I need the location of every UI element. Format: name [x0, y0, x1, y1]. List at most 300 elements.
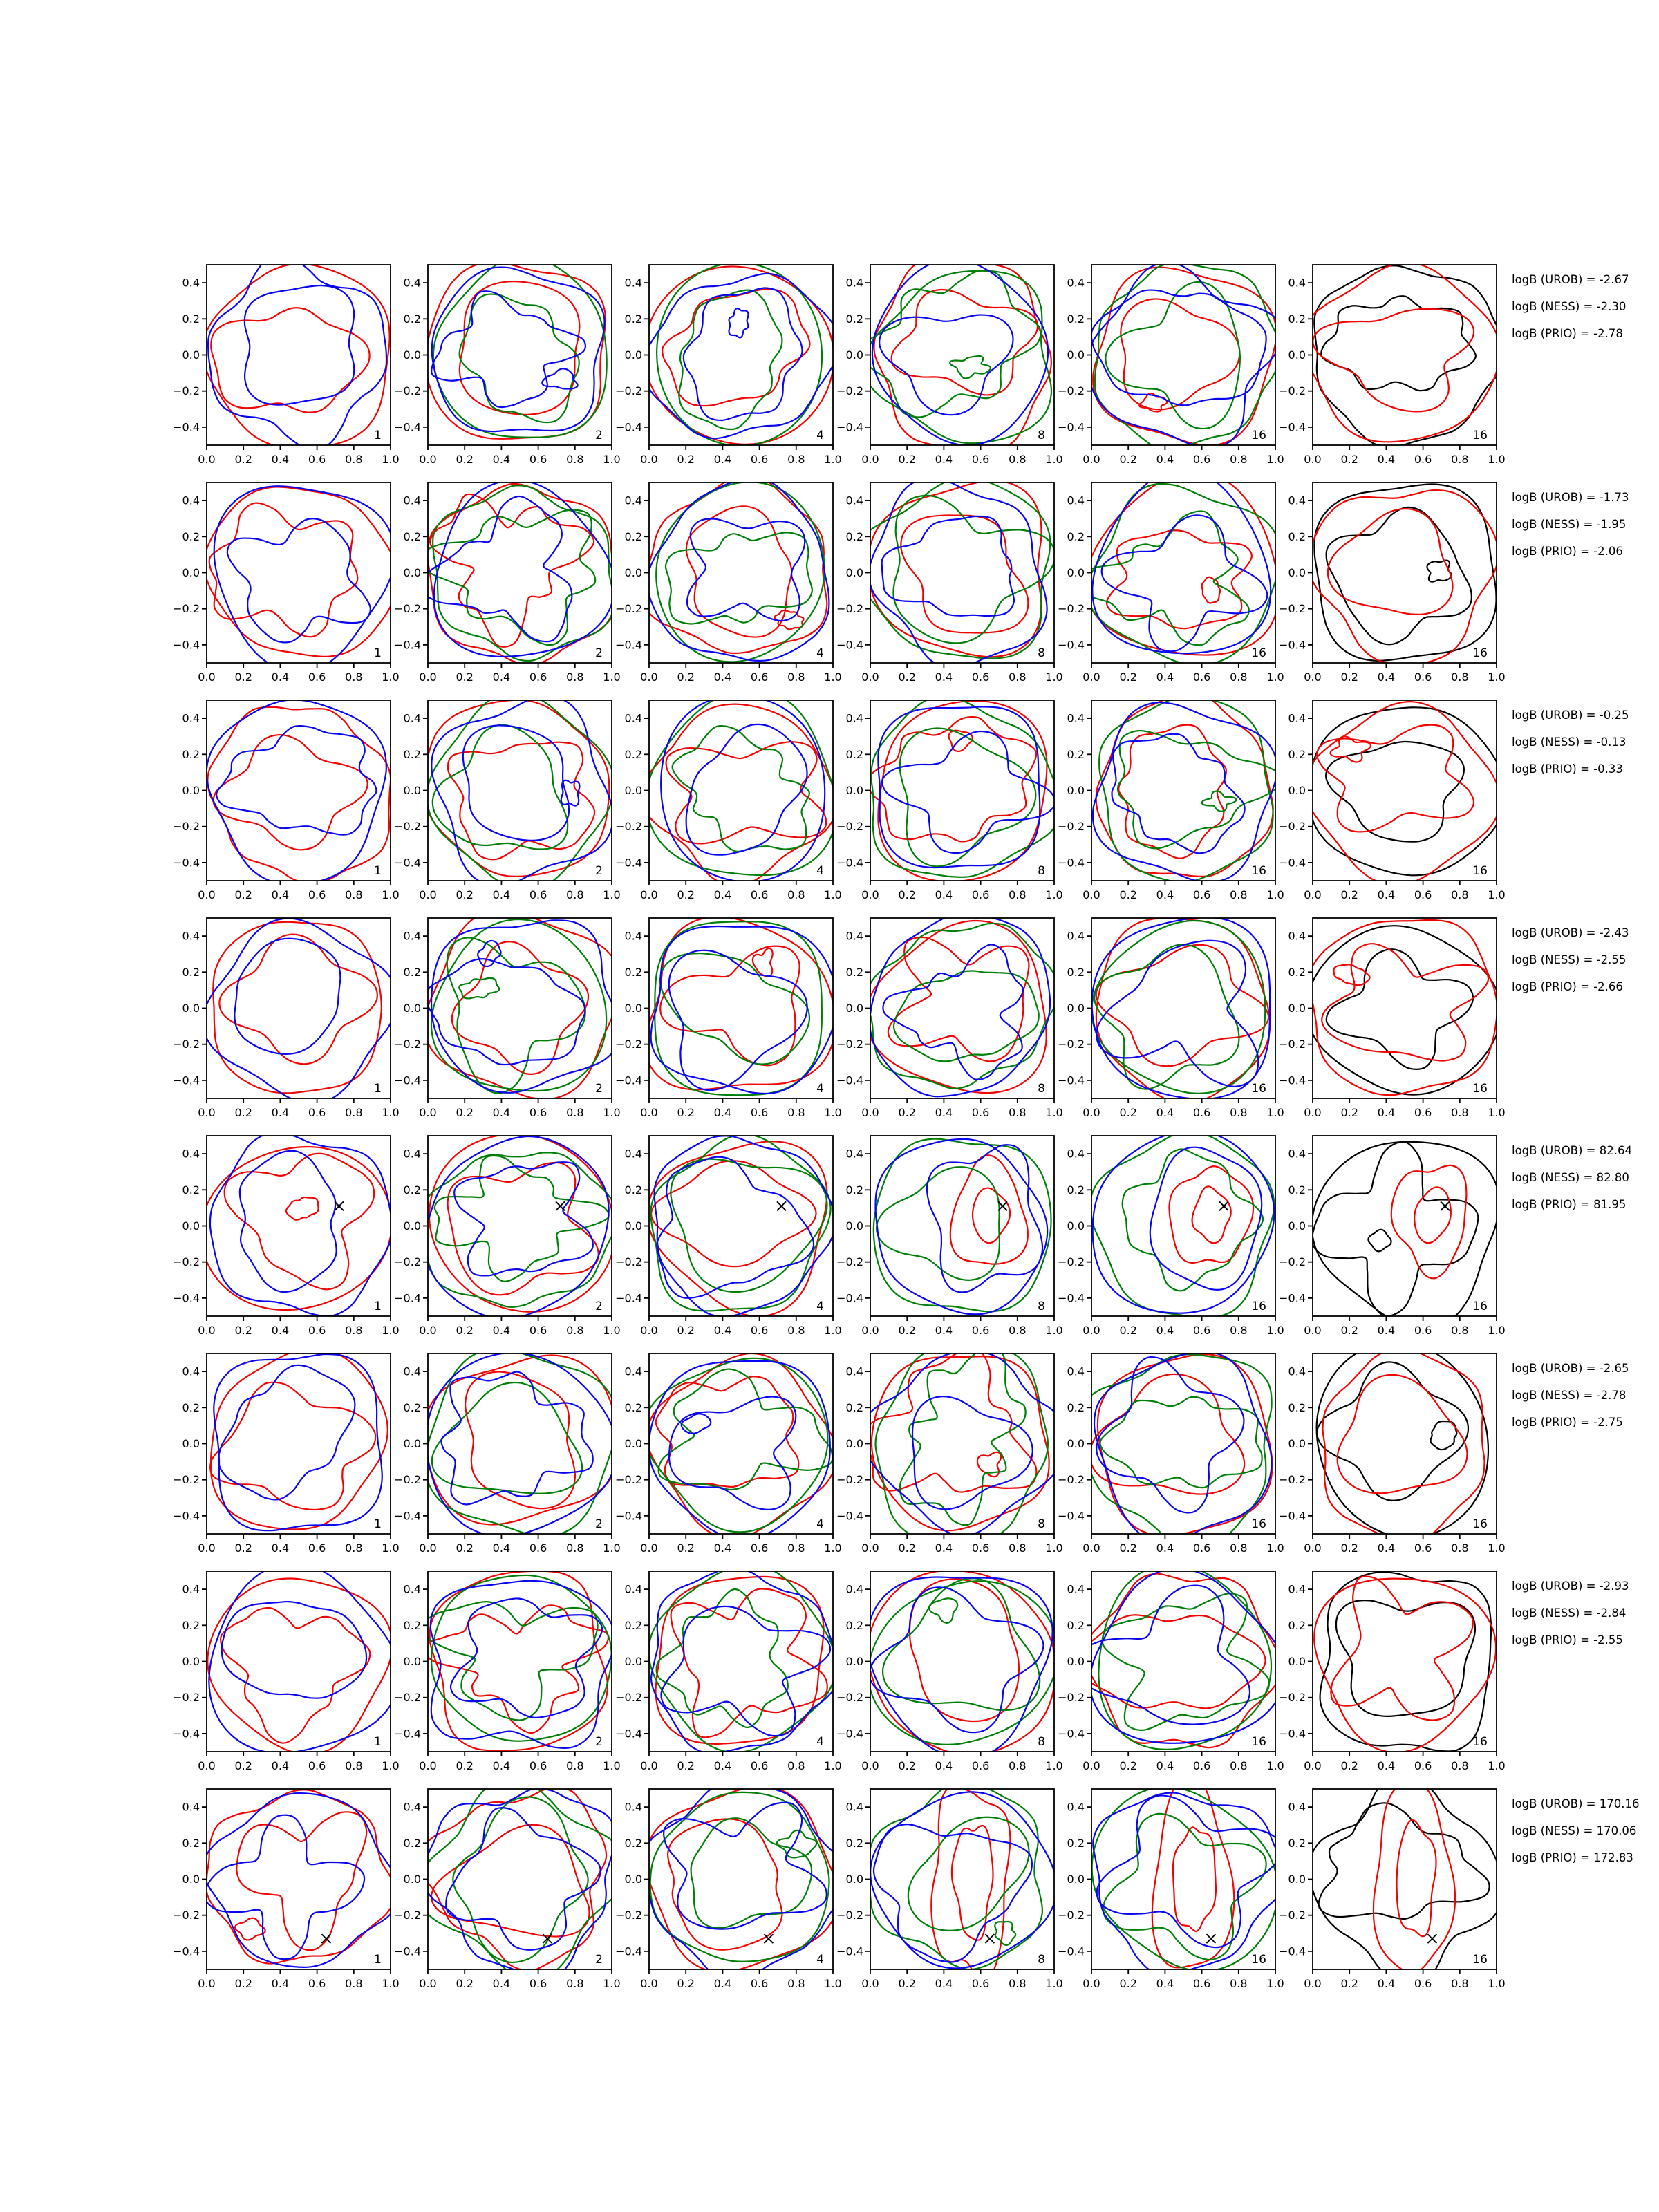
x-tick-label: 1.0 [603, 671, 621, 684]
y-tick-label: 0.0 [1288, 1655, 1306, 1668]
contour-blue [870, 1792, 1056, 1968]
contour-layer [642, 688, 836, 885]
contour-layer [205, 486, 398, 672]
y-tick-label: −0.2 [394, 1691, 421, 1705]
sample-count-label: 2 [595, 864, 603, 878]
x-tick-label: 0.0 [419, 1759, 437, 1772]
y-tick-label: 0.2 [624, 1400, 642, 1414]
x-tick-label: 0.0 [1304, 453, 1322, 466]
panel-r1c2 [394, 257, 621, 466]
y-tick-label: 0.4 [1288, 711, 1306, 725]
y-tick-label: 0.0 [845, 348, 863, 362]
y-tick-label: 0.2 [624, 747, 642, 761]
x-tick-label: 0.8 [566, 1759, 584, 1772]
y-tick-label: 0.4 [403, 494, 421, 507]
x-tick-label: 0.0 [640, 1324, 658, 1337]
x-tick-label: 0.8 [566, 671, 584, 684]
y-tick-label: 0.4 [845, 1582, 863, 1596]
x-tick-label: 0.8 [1009, 1977, 1027, 1990]
y-tick-label: −0.4 [615, 1074, 642, 1087]
contour-blue [687, 519, 805, 621]
x-tick-label: 0.0 [861, 888, 879, 901]
contour-layer [1090, 1131, 1274, 1318]
row-8-annotation [1512, 1790, 1659, 1871]
x-tick-label: 0.6 [529, 671, 547, 684]
contour-layer [1312, 1142, 1499, 1329]
x-tick-label: 0.0 [1082, 671, 1100, 684]
x-tick-label: 0.8 [345, 1106, 363, 1119]
logB-prio-label: logB (PRIO) = -2.66 [1512, 980, 1623, 993]
y-tick-label: −0.2 [1058, 1255, 1085, 1269]
contour-layer [1317, 1343, 1488, 1543]
x-tick-label: 0.4 [713, 1541, 732, 1555]
sample-count-label: 1 [374, 429, 382, 442]
true-value-marker [777, 1201, 786, 1210]
x-tick-label: 0.0 [1082, 1759, 1100, 1772]
x-tick-label: 1.0 [824, 1759, 842, 1772]
y-tick-label: −0.2 [173, 384, 200, 398]
y-tick-label: −0.4 [615, 1727, 642, 1741]
x-tick-label: 0.6 [308, 453, 326, 466]
true-value-marker [1219, 1201, 1228, 1210]
y-tick-label: 0.0 [403, 1873, 421, 1886]
y-tick-label: −0.4 [1058, 1727, 1085, 1741]
panel-r3c2 [394, 692, 621, 901]
contour-blue [868, 1577, 1053, 1758]
y-tick-label: 0.2 [845, 1183, 863, 1197]
sample-count-label: 8 [1038, 646, 1045, 660]
x-tick-label: 1.0 [824, 1324, 842, 1337]
y-tick-label: 0.2 [182, 312, 200, 326]
y-tick-label: −0.2 [173, 602, 200, 616]
y-tick-label: 0.0 [182, 566, 200, 579]
x-tick-label: 0.2 [234, 453, 252, 466]
contour-red [950, 1155, 1028, 1264]
x-tick-label: 0.8 [1451, 1541, 1469, 1555]
x-tick-label: 0.6 [1414, 1324, 1432, 1337]
contour-layer [868, 1571, 1058, 1759]
y-tick-label: −0.4 [1279, 856, 1306, 870]
contour-red [211, 1348, 388, 1529]
contour-green [432, 1382, 582, 1494]
logB-ness-label: logB (NESS) = -2.84 [1512, 1606, 1627, 1620]
x-tick-label: 0.6 [750, 1106, 769, 1119]
sample-count-label: 8 [1038, 864, 1045, 878]
y-tick-label: −0.2 [1279, 1691, 1306, 1705]
y-tick-label: 0.4 [1067, 1365, 1085, 1378]
y-tick-label: −0.2 [394, 602, 421, 616]
panel-r8c5 [1058, 1774, 1284, 1990]
x-tick-label: 0.2 [1119, 671, 1137, 684]
x-tick-label: 0.6 [308, 1977, 326, 1990]
y-tick-label: 0.4 [845, 494, 863, 507]
sample-count-label: 2 [595, 1300, 603, 1313]
sample-count-label: 4 [816, 864, 824, 878]
x-tick-label: 0.0 [198, 1324, 216, 1337]
contour-red [201, 1147, 392, 1310]
panel-r6c6 [1279, 1343, 1506, 1555]
y-tick-label: 0.4 [182, 1365, 200, 1378]
x-tick-label: 0.0 [198, 1541, 216, 1555]
x-tick-label: 1.0 [824, 888, 842, 901]
x-tick-label: 0.0 [640, 453, 658, 466]
contour-red [863, 1349, 1036, 1492]
x-tick-label: 0.2 [677, 453, 695, 466]
y-tick-label: −0.2 [836, 1473, 863, 1487]
contour-green [453, 1797, 588, 1962]
y-tick-label: −0.4 [1279, 1727, 1306, 1741]
panel-r4c1 [173, 918, 400, 1119]
x-tick-label: 0.8 [345, 1541, 363, 1555]
x-tick-label: 0.8 [1009, 1106, 1027, 1119]
x-tick-label: 0.2 [456, 888, 474, 901]
contour-red [1314, 1579, 1496, 1753]
panel-r2c2 [394, 480, 621, 684]
axes-box [870, 1353, 1054, 1534]
y-tick-label: −0.2 [836, 602, 863, 616]
y-tick-label: −0.2 [1058, 1909, 1085, 1922]
contour-blue [454, 1162, 593, 1275]
contour-layer [860, 1344, 1070, 1542]
contour-green [1074, 511, 1249, 645]
y-tick-label: 0.4 [624, 276, 642, 290]
x-tick-label: 0.8 [566, 453, 584, 466]
y-tick-label: −0.2 [173, 820, 200, 834]
contour-green [447, 937, 585, 1093]
x-tick-label: 0.2 [1340, 1106, 1358, 1119]
y-tick-label: −0.2 [1279, 1038, 1306, 1051]
x-tick-label: 0.4 [935, 1324, 953, 1337]
x-tick-label: 0.0 [198, 671, 216, 684]
contour-red [207, 1790, 396, 1963]
panel-r3c6 [1279, 700, 1506, 901]
contour-layer [648, 1134, 836, 1316]
x-tick-label: 0.2 [898, 1106, 916, 1119]
x-tick-label: 0.6 [1414, 1106, 1432, 1119]
y-tick-label: 0.4 [1288, 929, 1306, 943]
x-tick-label: 1.0 [1488, 1324, 1506, 1337]
x-tick-label: 0.8 [566, 1106, 584, 1119]
axes-box [870, 918, 1054, 1098]
y-tick-label: −0.2 [394, 820, 421, 834]
x-tick-label: 0.2 [1340, 453, 1358, 466]
sample-count-label: 4 [816, 1735, 824, 1749]
x-tick-label: 0.4 [271, 1106, 290, 1119]
x-tick-label: 0.8 [345, 1324, 363, 1337]
y-tick-label: 0.4 [182, 1582, 200, 1596]
axes-box [870, 700, 1054, 881]
x-tick-label: 0.8 [787, 1977, 805, 1990]
y-tick-label: −0.2 [615, 384, 642, 398]
x-tick-label: 0.6 [529, 1541, 547, 1555]
y-tick-label: 0.2 [403, 1400, 421, 1414]
contour-layer [866, 697, 1061, 881]
contour-green [420, 510, 595, 645]
y-tick-label: −0.2 [1279, 820, 1306, 834]
contour-blue [912, 1396, 1033, 1509]
contour-blue [860, 1351, 1070, 1535]
contour-blue [657, 1157, 814, 1298]
contour-black [1314, 265, 1506, 447]
y-tick-label: −0.4 [1058, 1944, 1085, 1958]
y-tick-label: −0.2 [836, 1038, 863, 1051]
x-tick-label: 0.4 [492, 1106, 511, 1119]
x-tick-label: 0.4 [1156, 1106, 1174, 1119]
x-tick-label: 0.8 [345, 671, 363, 684]
contour-layer [642, 263, 839, 445]
panel-r2c5 [1058, 469, 1284, 684]
axes-box [1313, 1789, 1497, 1969]
y-tick-label: 0.0 [845, 1219, 863, 1232]
axes-box [207, 1353, 391, 1534]
x-tick-label: 0.2 [677, 671, 695, 684]
x-tick-label: 1.0 [603, 1324, 621, 1337]
y-tick-label: 0.0 [182, 1219, 200, 1232]
contour-blue [684, 288, 803, 420]
contour-green [657, 1589, 788, 1727]
x-tick-label: 0.2 [677, 888, 695, 901]
logB-prio-label: logB (PRIO) = -2.06 [1512, 545, 1623, 558]
x-tick-label: 0.8 [1009, 1324, 1027, 1337]
x-tick-label: 0.2 [677, 1106, 695, 1119]
x-tick-label: 0.8 [1009, 1541, 1027, 1555]
x-tick-label: 0.4 [492, 1759, 511, 1772]
sample-count-label: 16 [1251, 1953, 1266, 1967]
x-tick-label: 1.0 [1266, 1977, 1284, 1990]
axes-box [870, 1571, 1054, 1752]
contour-red [209, 503, 358, 637]
contour-red [878, 701, 1047, 881]
sample-count-label: 2 [595, 1735, 603, 1749]
logB-urob-label: logB (UROB) = -2.93 [1512, 1580, 1629, 1593]
y-tick-label: 0.0 [845, 784, 863, 797]
x-tick-label: 1.0 [382, 1106, 400, 1119]
contour-layer [649, 1564, 841, 1754]
contour-green [777, 1830, 816, 1857]
y-tick-label: 0.2 [1288, 1183, 1306, 1197]
x-tick-label: 1.0 [1045, 671, 1063, 684]
y-tick-label: −0.2 [1058, 820, 1085, 834]
row-7-annotation [1512, 1573, 1659, 1653]
contour-red [865, 921, 1046, 1093]
sample-count-label: 1 [374, 1082, 382, 1096]
y-tick-label: −0.4 [173, 638, 200, 652]
panel-r3c5 [1058, 693, 1284, 901]
x-tick-label: 0.2 [456, 1541, 474, 1555]
y-tick-label: 0.4 [1288, 494, 1306, 507]
x-tick-label: 0.6 [1414, 671, 1432, 684]
sample-count-label: 1 [374, 1953, 382, 1967]
x-tick-label: 0.4 [1156, 888, 1174, 901]
y-tick-label: 0.4 [1288, 276, 1306, 290]
x-tick-label: 0.2 [234, 1759, 252, 1772]
x-tick-label: 0.4 [1377, 1324, 1396, 1337]
x-tick-label: 0.8 [345, 1977, 363, 1990]
x-tick-label: 0.8 [1009, 453, 1027, 466]
panel-r3c1 [173, 700, 400, 901]
panel-r7c2 [394, 1571, 621, 1772]
contour-green [1103, 1593, 1269, 1730]
x-tick-label: 0.8 [1230, 1759, 1248, 1772]
x-tick-label: 0.2 [898, 453, 916, 466]
y-tick-label: 0.0 [624, 1873, 642, 1886]
contour-red [648, 1141, 827, 1316]
x-tick-label: 0.0 [1304, 888, 1322, 901]
x-tick-label: 0.4 [1377, 453, 1396, 466]
row-3-annotation [1512, 702, 1659, 782]
y-tick-label: −0.4 [173, 1291, 200, 1305]
x-tick-label: 1.0 [382, 671, 400, 684]
contour-green [691, 1818, 812, 1928]
x-tick-label: 1.0 [603, 888, 621, 901]
y-tick-label: −0.2 [836, 384, 863, 398]
x-tick-label: 0.2 [677, 1324, 695, 1337]
y-tick-label: 0.4 [1067, 711, 1085, 725]
x-tick-label: 0.4 [1377, 1759, 1396, 1772]
y-tick-label: 0.4 [182, 1800, 200, 1814]
contour-red [973, 1188, 1010, 1244]
x-tick-label: 0.8 [1451, 1324, 1469, 1337]
contour-layer [426, 257, 607, 439]
x-tick-label: 1.0 [1045, 1759, 1063, 1772]
x-tick-label: 1.0 [824, 1977, 842, 1990]
x-tick-label: 0.2 [456, 671, 474, 684]
y-tick-label: 0.2 [845, 1400, 863, 1414]
sample-count-label: 16 [1251, 646, 1266, 660]
contour-red [888, 937, 1029, 1061]
contour-red [235, 1918, 265, 1940]
sample-count-label: 16 [1472, 1517, 1488, 1531]
x-tick-label: 1.0 [1266, 1324, 1284, 1337]
x-tick-label: 0.6 [750, 453, 769, 466]
x-tick-label: 1.0 [824, 453, 842, 466]
x-tick-label: 0.6 [750, 1541, 769, 1555]
y-tick-label: 0.2 [624, 529, 642, 543]
contour-layer [203, 919, 397, 1103]
x-tick-label: 0.6 [750, 888, 769, 901]
y-tick-label: −0.2 [836, 1255, 863, 1269]
panel-r6c3 [615, 1353, 842, 1555]
logB-prio-label: logB (PRIO) = 172.83 [1512, 1851, 1633, 1864]
panel-r8c2 [394, 1779, 626, 1990]
contour-black [1312, 1142, 1499, 1329]
x-tick-label: 1.0 [382, 1541, 400, 1555]
x-tick-label: 0.8 [1230, 1541, 1248, 1555]
contour-blue [432, 268, 605, 432]
x-tick-label: 0.2 [1340, 1759, 1358, 1772]
y-tick-label: 0.0 [624, 348, 642, 362]
y-tick-label: −0.2 [394, 1038, 421, 1051]
y-tick-label: −0.2 [615, 1473, 642, 1487]
contour-green [431, 919, 606, 1091]
y-tick-label: 0.2 [1067, 747, 1085, 761]
x-tick-label: 0.6 [750, 1759, 769, 1772]
contour-red [213, 922, 382, 1094]
contour-black [1314, 484, 1496, 661]
y-tick-label: −0.4 [173, 856, 200, 870]
y-tick-label: 0.4 [182, 494, 200, 507]
contour-green [950, 356, 991, 378]
panel-r7c4 [836, 1571, 1063, 1772]
logB-urob-label: logB (UROB) = -1.73 [1512, 491, 1629, 504]
logB-ness-label: logB (NESS) = 170.06 [1512, 1824, 1637, 1837]
contour-layer [1092, 1774, 1284, 1975]
x-tick-label: 0.6 [971, 671, 990, 684]
x-tick-label: 0.6 [308, 1324, 326, 1337]
y-tick-label: 0.0 [182, 1655, 200, 1668]
sample-count-label: 4 [816, 1300, 824, 1313]
y-tick-label: −0.4 [394, 1944, 421, 1958]
contour-green [894, 971, 1039, 1061]
x-tick-label: 0.0 [198, 1759, 216, 1772]
x-tick-label: 0.4 [492, 1541, 511, 1555]
x-tick-label: 0.8 [787, 888, 805, 901]
x-tick-label: 0.4 [1156, 453, 1174, 466]
contour-layer [207, 1564, 399, 1754]
contour-red [236, 1812, 366, 1950]
contour-red [1121, 299, 1239, 409]
y-tick-label: −0.2 [1058, 602, 1085, 616]
x-tick-label: 0.6 [1192, 671, 1211, 684]
x-tick-label: 0.0 [861, 1106, 879, 1119]
y-tick-label: −0.2 [615, 820, 642, 834]
x-tick-label: 0.6 [1414, 453, 1432, 466]
x-tick-label: 0.2 [898, 888, 916, 901]
x-tick-label: 1.0 [824, 1106, 842, 1119]
x-tick-label: 0.2 [1340, 1977, 1358, 1990]
axes-box [1091, 265, 1275, 445]
y-tick-label: 0.2 [182, 1400, 200, 1414]
axes-box [207, 482, 391, 663]
x-tick-label: 0.6 [971, 1759, 990, 1772]
x-tick-label: 0.4 [271, 1759, 290, 1772]
contour-red [221, 1608, 370, 1743]
y-tick-label: 0.0 [1067, 1873, 1085, 1886]
x-tick-label: 0.4 [271, 1541, 290, 1555]
x-tick-label: 0.4 [713, 453, 732, 466]
panel-r6c1 [173, 1348, 400, 1555]
y-tick-label: −0.4 [1058, 420, 1085, 434]
panel-r2c6 [1279, 482, 1506, 684]
x-tick-label: 0.6 [750, 1324, 769, 1337]
contour-layer [418, 1779, 626, 1979]
contour-blue [882, 731, 1055, 853]
x-tick-label: 0.0 [861, 453, 879, 466]
y-tick-label: 0.4 [403, 711, 421, 725]
contour-green [646, 688, 836, 875]
axes-box [1091, 1789, 1275, 1969]
y-tick-label: −0.2 [836, 1691, 863, 1705]
logB-prio-label: logB (PRIO) = -0.33 [1512, 762, 1623, 776]
x-tick-label: 0.4 [1377, 888, 1396, 901]
y-tick-label: 0.0 [624, 1002, 642, 1015]
logB-ness-label: logB (NESS) = -1.95 [1512, 518, 1627, 531]
panel-r4c2 [394, 910, 621, 1119]
contour-layer [207, 700, 391, 884]
contour-blue [207, 700, 386, 884]
y-tick-label: −0.2 [394, 1473, 421, 1487]
y-tick-label: 0.0 [1067, 1437, 1085, 1450]
contour-red [214, 735, 368, 850]
x-tick-label: 0.0 [1082, 1977, 1100, 1990]
sample-count-label: 8 [1038, 1082, 1045, 1096]
sample-count-label: 16 [1251, 864, 1266, 878]
y-tick-label: 0.0 [1067, 348, 1085, 362]
x-tick-label: 0.8 [345, 1759, 363, 1772]
y-tick-label: −0.2 [615, 602, 642, 616]
contour-red [1169, 1166, 1253, 1263]
contour-layer [644, 1353, 836, 1539]
